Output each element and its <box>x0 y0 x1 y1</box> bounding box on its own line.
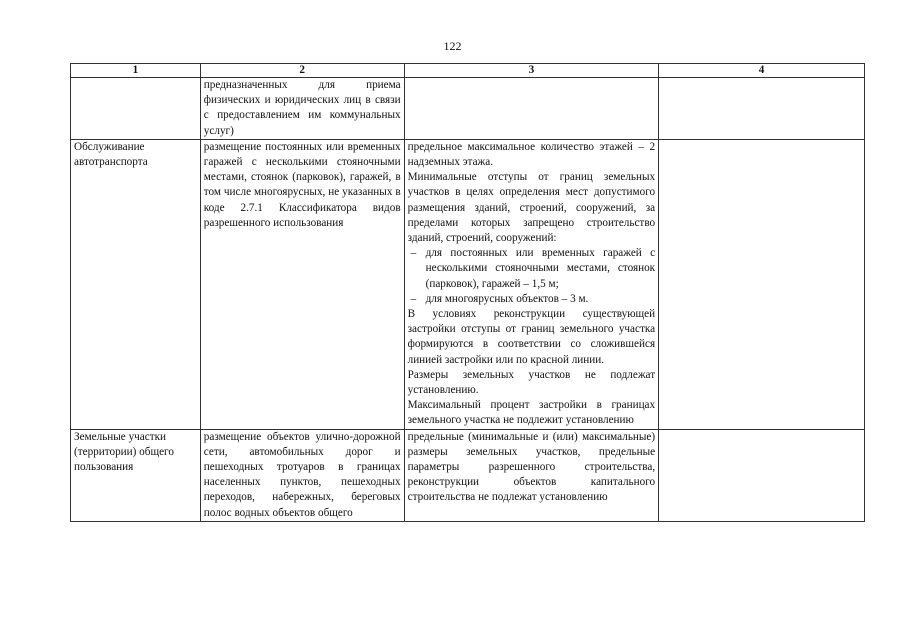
cell-use-description: предназначенных для приема физических и юридических лиц в связи с предоставлением им коммунальных услуг) <box>200 78 404 140</box>
setback-list-item: – для многоярусных объектов – 3 м. <box>408 292 656 307</box>
cell-use-description: размещение постоянных или временных гаражей с несколькими стояночными местами, стоянок (парковок), гаражей, в том числе многоярусных, не указанных в коде 2.7.1 Классификатора видов разрешенного использования <box>200 139 404 429</box>
parameter-paragraph: предельное максимальное количество этажей – 2 надземных этажа. <box>407 140 656 169</box>
column-header-3: 3 <box>404 64 659 78</box>
setback-list-item: – для постоянных или временных гаражей с несколькими стояночными местами, стоянок (парковок), гаражей – 1,5 м; <box>408 246 656 292</box>
parameter-paragraph: В условиях реконструкции существующей застройки отступы от границ земельного участка формируются в соответствии со сложившейся линией застройки или по красной линии. <box>407 308 656 366</box>
table-row <box>71 429 865 521</box>
column-header-2: 2 <box>200 64 404 78</box>
parameter-paragraph: Минимальные отступы от границ земельных участков в целях определения мест допустимого размещения зданий, строений, сооружений, за пределами которых запрещено строительство зданий, строений, сооружений: <box>407 171 656 245</box>
setback-list <box>408 246 656 307</box>
cell-column-4 <box>659 139 865 429</box>
cell-parameters <box>404 78 659 140</box>
parameter-paragraph: Максимальный процент застройки в границах земельного участка не подлежит установлению <box>407 399 656 427</box>
cell-parameters <box>404 139 659 429</box>
table-header-row <box>71 64 865 78</box>
parameter-paragraph: Размеры земельных участков не подлежат установлению. <box>407 368 656 397</box>
column-header-1: 1 <box>71 64 201 78</box>
parameter-paragraph: предельные (минимальные и (или) максимальные) размеры земельных участков, предельные параметры разрешенного строительства, реконструкции объектов капитального строительства не подлежат установлению <box>407 430 656 504</box>
cell-use-description: размещение объектов улично-дорожной сети, автомобильных дорог и пешеходных тротуаров в границах населенных пунктов, пешеходных переходов, набережных, береговых полос водных объектов общего <box>200 429 404 521</box>
page-number: 122 <box>443 39 462 53</box>
document-table <box>70 63 865 522</box>
cell-parameters <box>404 429 659 521</box>
cell-column-4 <box>659 78 865 140</box>
cell-use-name: Обслуживание автотранспорта <box>71 139 201 429</box>
cell-use-name <box>71 78 201 140</box>
cell-column-4 <box>659 429 865 521</box>
table-row <box>71 78 865 140</box>
table-row <box>71 139 865 429</box>
column-header-4: 4 <box>659 64 865 78</box>
cell-use-name: Земельные участки (территории) общего пользования <box>71 429 201 521</box>
